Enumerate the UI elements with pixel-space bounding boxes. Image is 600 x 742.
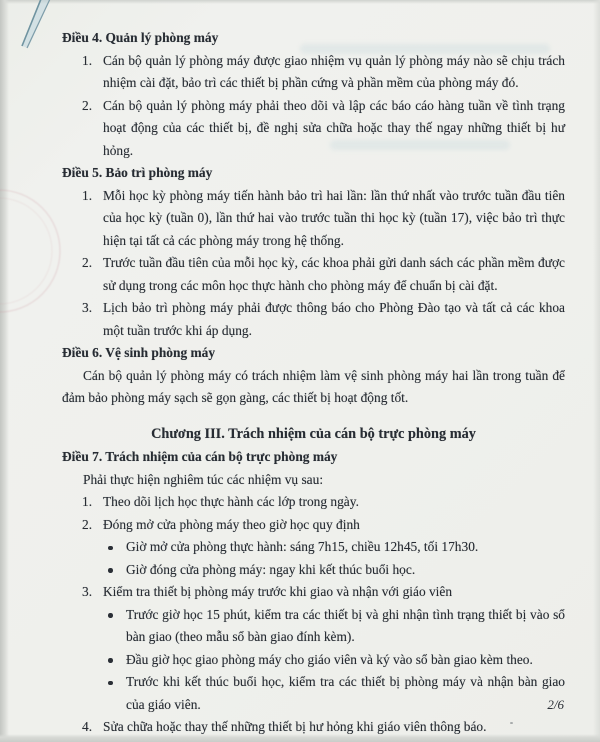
item-text: Trước giờ học 15 phút, kiểm tra các thiết bị và ghi nhận tình trạng thiết bị vào sổ bàn giao (theo mẫu sổ bàn giao đính kèm).: [126, 606, 565, 644]
item-number: 1.: [82, 52, 93, 68]
bullet-icon: [108, 681, 113, 686]
item-number: 3.: [82, 584, 93, 599]
numbered-item: [62, 581, 565, 604]
bullet-item: [62, 536, 565, 559]
article-heading: Điều 4. Quản lý phòng máy: [62, 30, 219, 45]
numbered-item: [62, 491, 565, 514]
item-text: Mỗi học kỳ phòng máy tiến hành bảo trì hai lần: lần thứ nhất vào trước tuần đầu tiên của học kỳ (tuần 0), lần thứ hai vào trước tuần thi học kỳ (tuần 17), việc bảo trì thực hiện tại tất cả các phòng máy trong hệ thống.: [103, 187, 565, 248]
item-number: 1.: [82, 187, 93, 203]
bullet-icon: [108, 568, 113, 573]
item-text: Sửa chữa hoặc thay thế những thiết bị hư hỏng khi giáo viên thông báo.: [103, 719, 487, 734]
item-number: 3.: [82, 300, 93, 315]
item-number: 2.: [82, 97, 93, 113]
numbered-item: [62, 50, 565, 95]
bullet-icon: [108, 658, 113, 663]
item-text: Theo dõi lịch học thực hành các lớp trong ngày.: [103, 494, 359, 509]
scan-speck: [510, 722, 513, 724]
chapter-heading: Chương III. Trách nhiệm của cán bộ trực phòng máy: [151, 425, 476, 442]
bullet-item: [62, 671, 565, 716]
paragraph: Cán bộ quản lý phòng máy có trách nhiệm làm vệ sinh phòng máy hai lần trong tuần để đảm bảo phòng máy sạch sẽ gọn gàng, các thiết bị hoạt động tốt.: [62, 367, 565, 405]
article-heading: Điều 7. Trách nhiệm của cán bộ trực phòng máy: [62, 449, 338, 464]
document-body: [62, 27, 565, 739]
paragraph: Phải thực hiện nghiêm túc các nhiệm vụ sau:: [83, 471, 324, 487]
numbered-item: [62, 95, 565, 163]
item-text: Giờ đóng cửa phòng máy: ngay khi kết thúc buổi học.: [126, 561, 416, 577]
item-text: Cán bộ quản lý phòng máy phải theo dõi và lập các báo cáo hàng tuần về tình trạng hoạt động của các thiết bị, đề nghị sửa chữa hoặc thay thế ngay những thiết bị hư hỏng.: [103, 97, 565, 158]
scan-edge-right: [593, 0, 600, 742]
bullet-item: [62, 604, 565, 649]
numbered-item: [62, 252, 565, 297]
article-heading: Điều 5. Bảo trì phòng máy: [62, 165, 213, 180]
item-text: Cán bộ quản lý phòng máy được giao nhiệm vụ quản lý phòng máy nào sẽ chịu trách nhiệm cài đặt, bảo trì các thiết bị phần cứng và phần mềm của phòng máy đó.: [103, 52, 565, 90]
item-text: Đầu giờ học giao phòng máy cho giáo viên và ký vào sổ bàn giao kèm theo.: [126, 651, 533, 667]
item-number: 2.: [82, 255, 93, 270]
item-text: Đóng mở cửa phòng máy theo giờ học quy định: [103, 516, 360, 532]
item-text: Trước tuần đầu tiên của mỗi học kỳ, các khoa phải gửi danh sách các phần mềm được sử dụng trong các môn học thực hành cho phòng máy để chuẩn bị cài đặt.: [103, 255, 565, 293]
numbered-item: [62, 297, 565, 342]
item-text: Giờ mở cửa phòng thực hành: sáng 7h15, chiều 12h45, tối 17h30.: [126, 539, 479, 554]
item-text: Kiểm tra thiết bị phòng máy trước khi giao và nhận với giáo viên: [103, 584, 453, 599]
item-number: 4.: [82, 719, 93, 734]
item-text: Lịch bảo trì phòng máy phải được thông báo cho Phòng Đào tạo và tất cả các khoa một tuần trước khi áp dụng.: [103, 300, 565, 338]
scan-edge-top: [0, 0, 600, 4]
numbered-item: [62, 716, 565, 739]
bullet-icon: [108, 613, 113, 618]
bullet-item: [62, 649, 565, 672]
numbered-item: [62, 514, 565, 537]
bullet-item: [62, 559, 565, 582]
numbered-item: [62, 185, 565, 253]
page-number: 2/6: [547, 697, 564, 712]
bullet-icon: [108, 546, 113, 551]
item-number: 1.: [82, 494, 93, 509]
article-heading: Điều 6. Vệ sinh phòng máy: [62, 345, 216, 360]
item-text: Trước khi kết thúc buổi học, kiểm tra các thiết bị phòng máy và nhận bàn giao của giáo viên.: [126, 674, 565, 712]
item-number: 2.: [82, 516, 93, 532]
scan-edge-left: [0, 0, 9, 742]
